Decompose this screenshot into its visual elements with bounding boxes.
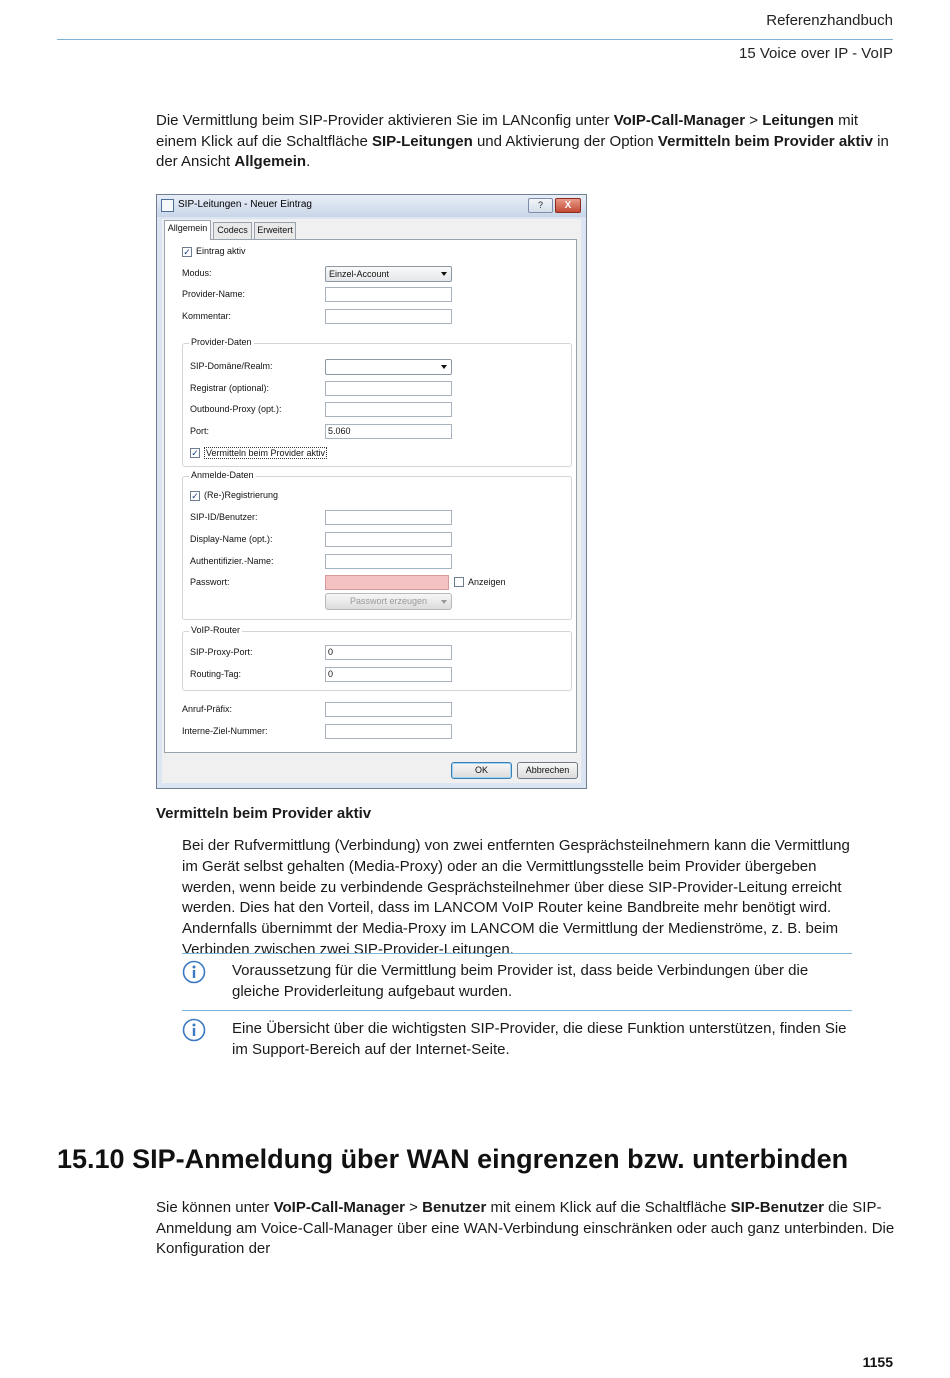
sip-id-label: SIP-ID/Benutzer: — [190, 512, 258, 522]
show-password-label: Anzeigen — [468, 577, 506, 587]
definition-term: Vermitteln beim Provider aktiv — [156, 805, 372, 822]
section-heading: 15.10 SIP-Anmeldung über WAN eingrenzen bzw. unterbinden — [57, 1144, 849, 1174]
note-text-provider-requirement: Voraussetzung für die Vermittlung beim Provider ist, dass beide Verbindungen über die gleiche Providerleitung aufgebaut wurden. — [232, 962, 809, 1000]
port-input[interactable]: 5.060 — [325, 424, 452, 439]
mode-select[interactable] — [325, 266, 452, 282]
internal-target-input[interactable] — [325, 724, 452, 739]
password-input[interactable] — [325, 575, 449, 590]
entry-active-label: Eintrag aktiv — [196, 246, 246, 256]
sip-lines-dialog — [156, 194, 587, 789]
auth-name-label: Authentifizier.-Name: — [190, 556, 274, 566]
provider-name-input[interactable] — [325, 287, 452, 302]
entry-active-checkbox[interactable]: ✓ — [183, 247, 191, 257]
show-password-checkbox[interactable] — [454, 577, 464, 587]
mode-label: Modus: — [182, 268, 212, 278]
outbound-proxy-input[interactable] — [325, 402, 452, 417]
registrar-input[interactable] — [325, 381, 452, 396]
chevron-down-icon — [441, 365, 447, 369]
help-button[interactable]: ? — [528, 198, 553, 213]
call-prefix-input[interactable] — [325, 702, 452, 717]
tab-panel-allgemein — [164, 239, 577, 753]
sip-domain-select[interactable] — [325, 359, 452, 375]
reregistration-checkbox[interactable]: ✓ — [191, 491, 199, 501]
generate-password-button[interactable] — [325, 593, 452, 610]
sip-id-input[interactable] — [325, 510, 452, 525]
dialog-title: SIP-Leitungen - Neuer Eintrag — [178, 199, 312, 210]
sip-domain-label: SIP-Domäne/Realm: — [190, 361, 273, 371]
provider-data-group-title: Provider-Daten — [191, 337, 252, 347]
tab-codecs[interactable]: Codecs — [213, 222, 252, 239]
port-label: Port: — [190, 426, 210, 436]
ok-button[interactable]: OK — [451, 762, 512, 779]
running-header-chapter: 15 Voice over IP - VoIP — [739, 45, 893, 62]
dialog-titlebar — [157, 195, 586, 217]
page-number: 1155 — [862, 1354, 893, 1370]
display-name-input[interactable] — [325, 532, 452, 547]
internal-target-label: Interne-Ziel-Nummer: — [182, 726, 268, 736]
note-rule-middle — [182, 1010, 852, 1011]
tab-erweitert[interactable]: Erweitert — [254, 222, 296, 239]
provider-name-label: Provider-Name: — [182, 289, 246, 299]
window-icon — [161, 199, 174, 212]
header-rule — [57, 39, 893, 40]
tab-allgemein[interactable]: Allgemein — [164, 220, 211, 240]
display-name-label: Display-Name (opt.): — [190, 534, 273, 544]
sip-proxy-port-input[interactable]: 0 — [325, 645, 452, 660]
call-prefix-label: Anruf-Präfix: — [182, 704, 233, 714]
voip-router-group — [182, 625, 572, 691]
mode-value: Einzel-Account — [329, 269, 390, 279]
note-text-provider-overview: Eine Übersicht über die wichtigsten SIP-Provider, die diese Funktion unterstützen, finden Sie im Support-Bereich auf der Internet-Seite. — [232, 1020, 847, 1058]
login-data-group — [182, 470, 572, 620]
routing-tag-input[interactable]: 0 — [325, 667, 452, 682]
switch-at-provider-label: Vermitteln beim Provider aktiv — [206, 448, 326, 458]
chevron-down-icon — [441, 600, 447, 604]
note-rule-top — [182, 953, 852, 954]
intro-paragraph: Die Vermittlung beim SIP-Provider aktivieren Sie im LANconfig unter VoIP-Call-Manager > Leitungen mit einem Klick auf die Schaltfläche SIP-Leitungen und Aktivierung der Option Vermitteln beim Provider aktiv in der Ansicht Allgemein. — [156, 112, 889, 170]
routing-tag-label: Routing-Tag: — [190, 669, 242, 679]
reregistration-label: (Re-)Registrierung — [204, 490, 279, 500]
provider-data-group — [182, 337, 572, 467]
comment-label: Kommentar: — [182, 311, 232, 321]
dialog-body — [162, 219, 581, 783]
sip-proxy-port-label: SIP-Proxy-Port: — [190, 647, 253, 657]
login-data-group-title: Anmelde-Daten — [191, 470, 254, 480]
info-icon — [182, 960, 206, 984]
chevron-down-icon — [441, 272, 447, 276]
switch-at-provider-checkbox[interactable]: ✓ — [191, 448, 199, 458]
cancel-button[interactable]: Abbrechen — [517, 762, 578, 779]
running-header-title: Referenzhandbuch — [766, 12, 893, 29]
password-label: Passwort: — [190, 577, 230, 587]
definition-text: Bei der Rufvermittlung (Verbindung) von zwei entfernten Gesprächsteilnehmern kann die Vermittlung im Gerät selbst gehalten (Media-Proxy) oder an die Vermittlungsstelle beim Provider übergeben werden, wenn beide zu verbindende Gesprächsteilnehmer über diese SIP-Provider-Leitung erreicht werden. Dies hat den Vorteil, dass im LANCOM VoIP Router keine Bandbreite mehr benötigt wird. Andernfalls übernimmt der Media-Proxy im LANCOM die Vermittlung der Medienströme, z. B. beim Verbinden zwischen zwei SIP-Provider-Leitungen. — [182, 837, 850, 958]
outbound-proxy-label: Outbound-Proxy (opt.): — [190, 404, 282, 414]
voip-router-group-title: VoIP-Router — [191, 625, 241, 635]
section-paragraph: Sie können unter VoIP-Call-Manager > Benutzer mit einem Klick auf die Schaltfläche SIP-Benutzer die SIP-Anmeldung am Voice-Call-Manager über eine WAN-Verbindung einschränken oder auch ganz unterbinden. Die Konfiguration der — [156, 1199, 895, 1257]
registrar-label: Registrar (optional): — [190, 383, 270, 393]
comment-input[interactable] — [325, 309, 452, 324]
close-button[interactable]: X — [555, 198, 581, 213]
info-icon — [182, 1018, 206, 1042]
generate-password-label: Passwort erzeugen — [349, 596, 428, 606]
auth-name-input[interactable] — [325, 554, 452, 569]
